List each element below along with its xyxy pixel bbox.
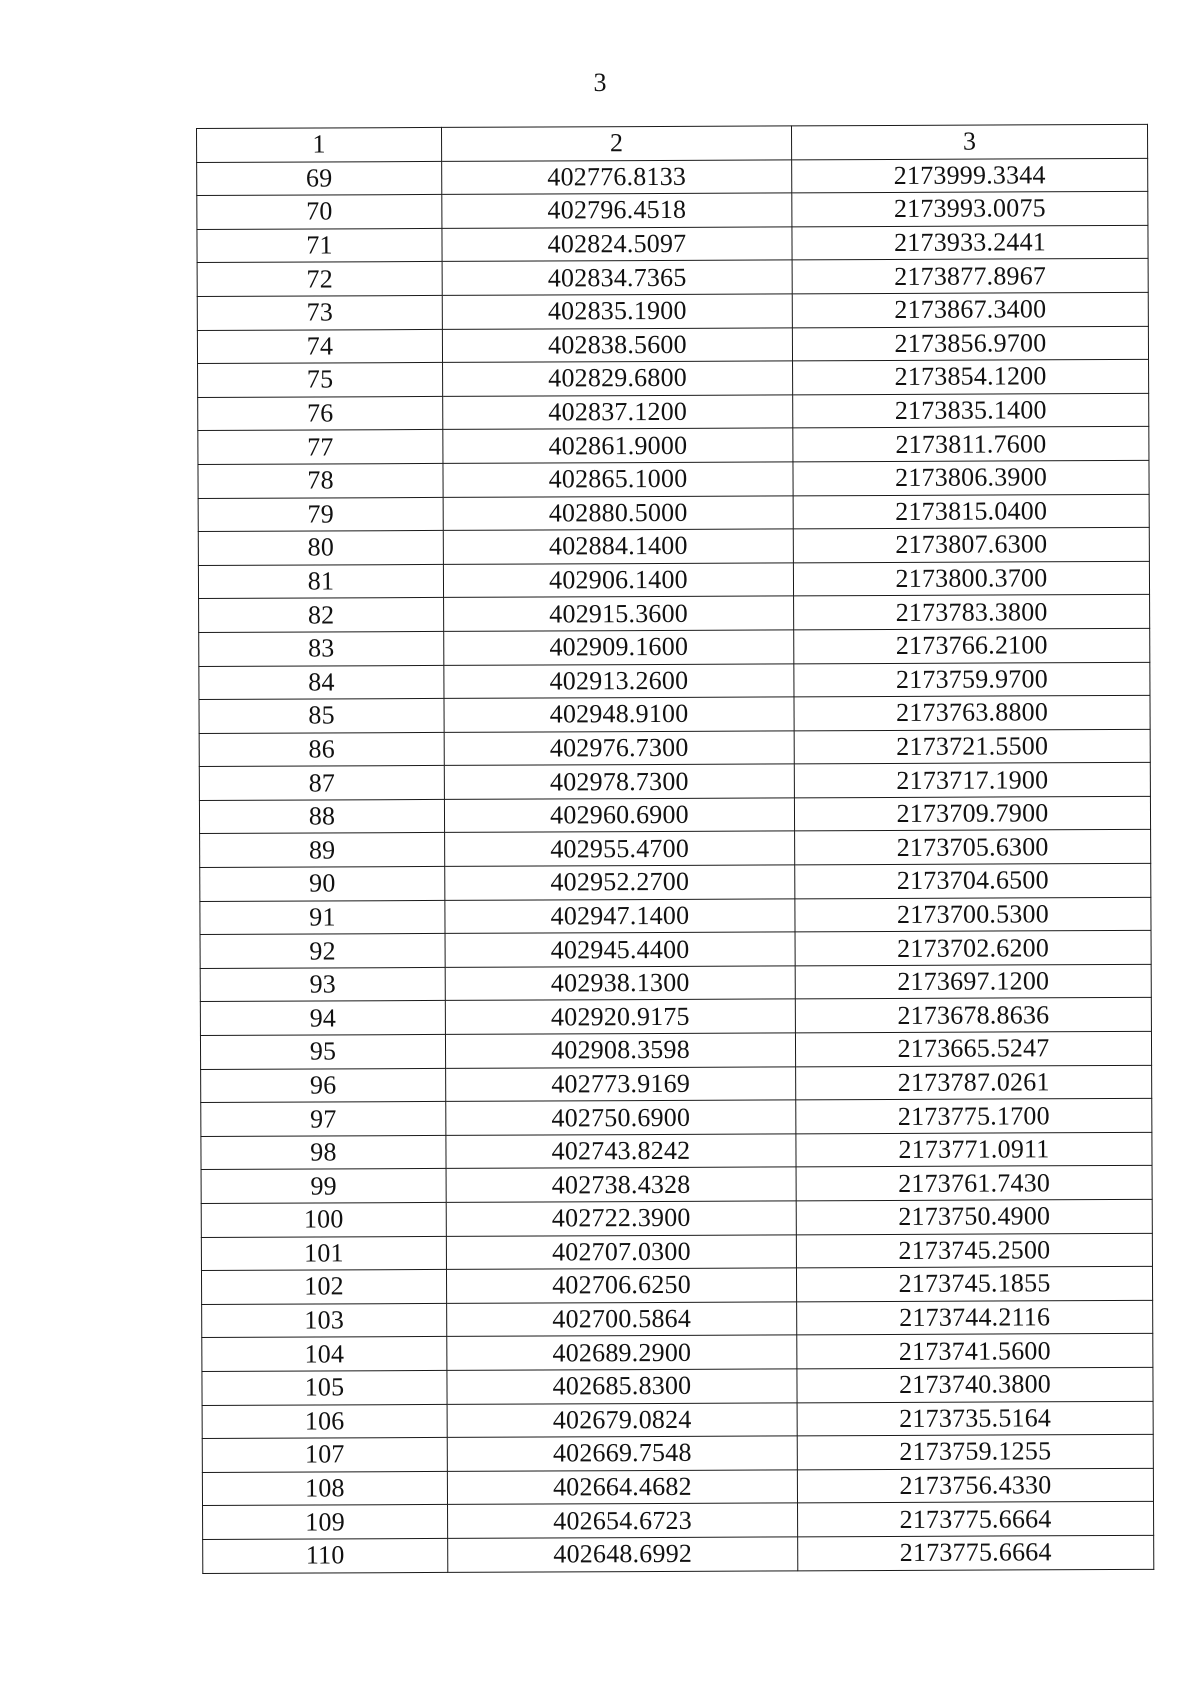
point-number-cell: 91	[200, 900, 445, 935]
coordinate-y-cell: 2173761.7430	[796, 1166, 1152, 1201]
coordinate-x-cell: 402700.5864	[447, 1302, 797, 1337]
table-row	[200, 863, 1151, 901]
point-number-cell: 100	[201, 1202, 446, 1237]
coordinate-x-cell: 402689.2900	[447, 1335, 797, 1370]
table-row	[202, 1334, 1153, 1372]
table-row	[199, 628, 1150, 666]
table-row	[201, 1199, 1152, 1237]
point-number-cell: 79	[198, 497, 443, 532]
page-number: 3	[593, 68, 607, 97]
coordinate-x-cell: 402706.6250	[446, 1268, 796, 1303]
coordinate-x-cell: 402945.4400	[445, 932, 795, 967]
coordinate-y-cell: 2173867.3400	[792, 292, 1148, 327]
header-row	[197, 124, 1148, 162]
coordinate-y-cell: 2173999.3344	[792, 158, 1148, 193]
point-number-cell: 88	[199, 799, 444, 834]
point-number-cell: 95	[200, 1034, 445, 1069]
table-row	[199, 695, 1150, 733]
table-row	[199, 763, 1150, 801]
table-row	[200, 897, 1151, 935]
coordinate-y-cell: 2173933.2441	[792, 225, 1148, 260]
coordinate-x-cell: 402773.9169	[446, 1067, 796, 1102]
coordinate-y-cell: 2173806.3900	[793, 460, 1149, 495]
coordinate-x-cell: 402884.1400	[443, 529, 793, 564]
table-row	[200, 964, 1151, 1002]
point-number-cell: 80	[198, 531, 443, 566]
table-row	[200, 931, 1151, 969]
table-row	[198, 460, 1149, 498]
table-row	[201, 1166, 1152, 1204]
table-row	[197, 326, 1148, 364]
column-header-2: 2	[441, 126, 791, 161]
coordinate-y-cell: 2173702.6200	[795, 931, 1151, 966]
coordinate-y-cell: 2173759.1255	[797, 1434, 1153, 1469]
coordinate-x-cell: 402976.7300	[444, 731, 794, 766]
table-row	[199, 796, 1150, 834]
point-number-cell: 109	[203, 1505, 448, 1540]
table-row	[202, 1468, 1153, 1506]
point-number-cell: 108	[202, 1471, 447, 1506]
coordinate-x-cell: 402738.4328	[446, 1167, 796, 1202]
table-row	[200, 830, 1151, 868]
coordinate-y-cell: 2173744.2116	[797, 1300, 1153, 1335]
coordinate-x-cell: 402837.1200	[443, 395, 793, 430]
point-number-cell: 92	[200, 934, 445, 969]
coordinate-y-cell: 2173766.2100	[794, 628, 1150, 663]
point-number-cell: 82	[199, 598, 444, 633]
point-number-cell: 69	[197, 161, 442, 196]
coordinate-y-cell: 2173750.4900	[796, 1199, 1152, 1234]
table-header	[197, 124, 1148, 162]
coordinate-y-cell: 2173815.0400	[793, 494, 1149, 529]
point-number-cell: 83	[199, 631, 444, 666]
point-number-cell: 77	[198, 430, 443, 465]
table-row	[197, 192, 1148, 230]
coordinate-x-cell: 402722.3900	[446, 1201, 796, 1236]
coordinate-y-cell: 2173800.3700	[793, 561, 1149, 596]
point-number-cell: 75	[198, 363, 443, 398]
point-number-cell: 107	[202, 1438, 447, 1473]
coordinate-x-cell: 402947.1400	[445, 899, 795, 934]
coordinate-x-cell: 402920.9175	[445, 999, 795, 1034]
column-header-1: 1	[197, 127, 442, 162]
point-number-cell: 96	[201, 1068, 446, 1103]
coordinate-y-cell: 2173745.2500	[796, 1233, 1152, 1268]
coordinate-x-cell: 402880.5000	[443, 495, 793, 530]
coordinate-y-cell: 2173835.1400	[793, 393, 1149, 428]
coordinate-x-cell: 402829.6800	[443, 361, 793, 396]
table-row	[201, 1132, 1152, 1170]
coordinate-x-cell: 402938.1300	[445, 966, 795, 1001]
coordinate-x-cell: 402654.6723	[448, 1503, 798, 1538]
point-number-cell: 90	[200, 866, 445, 901]
column-header-3: 3	[791, 124, 1147, 159]
coordinate-y-cell: 2173700.5300	[795, 897, 1151, 932]
point-number-cell: 81	[198, 564, 443, 599]
table-row	[198, 494, 1149, 532]
coordinate-x-cell: 402960.6900	[444, 798, 794, 833]
table-row	[201, 1065, 1152, 1103]
point-number-cell: 72	[197, 262, 442, 297]
point-number-cell: 93	[200, 967, 445, 1002]
coordinate-y-cell: 2173807.6300	[793, 527, 1149, 562]
table-row	[200, 998, 1151, 1036]
point-number-cell: 76	[198, 396, 443, 431]
coordinate-x-cell: 402669.7548	[447, 1436, 797, 1471]
coordinate-x-cell: 402743.8242	[446, 1134, 796, 1169]
coordinate-y-cell: 2173678.8636	[795, 998, 1151, 1033]
point-number-cell: 78	[198, 463, 443, 498]
coordinate-x-cell: 402906.1400	[443, 563, 793, 598]
point-number-cell: 84	[199, 665, 444, 700]
coordinate-y-cell: 2173783.3800	[794, 595, 1150, 630]
point-number-cell: 104	[202, 1337, 447, 1372]
coordinate-y-cell: 2173697.1200	[795, 964, 1151, 999]
point-number-cell: 110	[203, 1538, 448, 1573]
coordinate-y-cell: 2173811.7600	[793, 427, 1149, 462]
point-number-cell: 102	[201, 1270, 446, 1305]
coordinate-x-cell: 402838.5600	[442, 327, 792, 362]
coordinate-x-cell: 402648.6992	[448, 1537, 798, 1572]
coordinate-x-cell: 402824.5097	[442, 227, 792, 262]
coordinate-y-cell: 2173735.5164	[797, 1401, 1153, 1436]
table-row	[203, 1535, 1154, 1573]
coordinate-y-cell: 2173705.6300	[795, 830, 1151, 865]
table-row	[199, 662, 1150, 700]
table-row	[200, 1031, 1151, 1069]
point-number-cell: 71	[197, 228, 442, 263]
coordinate-y-cell: 2173704.6500	[795, 863, 1151, 898]
table-row	[197, 158, 1148, 196]
coordinate-y-cell: 2173665.5247	[795, 1031, 1151, 1066]
point-number-cell: 97	[201, 1102, 446, 1137]
coordinate-y-cell: 2173741.5600	[797, 1334, 1153, 1369]
coordinate-y-cell: 2173877.8967	[792, 259, 1148, 294]
coordinate-x-cell: 402978.7300	[444, 764, 794, 799]
coordinate-x-cell: 402796.4518	[442, 193, 792, 228]
point-number-cell: 98	[201, 1135, 446, 1170]
coordinate-y-cell: 2173771.0911	[796, 1132, 1152, 1167]
table-row	[197, 292, 1148, 330]
table-row	[199, 729, 1150, 767]
coordinate-x-cell: 402835.1900	[442, 294, 792, 329]
point-number-cell: 105	[202, 1370, 447, 1405]
coordinate-y-cell: 2173854.1200	[793, 360, 1149, 395]
point-number-cell: 94	[200, 1001, 445, 1036]
coordinate-x-cell: 402915.3600	[444, 596, 794, 631]
point-number-cell: 85	[199, 699, 444, 734]
table-row	[203, 1502, 1154, 1540]
table-row	[197, 225, 1148, 263]
table-row	[199, 595, 1150, 633]
table-row	[198, 393, 1149, 431]
coordinate-x-cell: 402861.9000	[443, 428, 793, 463]
coordinate-y-cell: 2173740.3800	[797, 1367, 1153, 1402]
coordinate-y-cell: 2173745.1855	[796, 1267, 1152, 1302]
coordinate-x-cell: 402865.1000	[443, 462, 793, 497]
coordinate-x-cell: 402948.9100	[444, 697, 794, 732]
point-number-cell: 101	[201, 1236, 446, 1271]
table-row	[197, 259, 1148, 297]
point-number-cell: 89	[200, 833, 445, 868]
coordinate-x-cell: 402834.7365	[442, 260, 792, 295]
coordinate-x-cell: 402707.0300	[446, 1234, 796, 1269]
coordinate-y-cell: 2173721.5500	[794, 729, 1150, 764]
point-number-cell: 99	[201, 1169, 446, 1204]
point-number-cell: 106	[202, 1404, 447, 1439]
coordinate-y-cell: 2173787.0261	[796, 1065, 1152, 1100]
coordinate-x-cell: 402750.6900	[446, 1100, 796, 1135]
coordinate-y-cell: 2173759.9700	[794, 662, 1150, 697]
coordinate-y-cell: 2173775.6664	[798, 1502, 1154, 1537]
table-row	[201, 1267, 1152, 1305]
coordinate-y-cell: 2173775.1700	[796, 1099, 1152, 1134]
point-number-cell: 86	[199, 732, 444, 767]
table-row	[201, 1233, 1152, 1271]
coordinate-y-cell: 2173856.9700	[792, 326, 1148, 361]
coordinate-y-cell: 2173756.4330	[797, 1468, 1153, 1503]
table-row	[201, 1099, 1152, 1137]
table-row	[202, 1401, 1153, 1439]
coordinate-y-cell: 2173775.6664	[798, 1535, 1154, 1570]
coordinate-x-cell: 402909.1600	[444, 630, 794, 665]
coordinate-x-cell: 402913.2600	[444, 663, 794, 698]
coordinate-y-cell: 2173993.0075	[792, 192, 1148, 227]
coordinate-x-cell: 402679.0824	[447, 1402, 797, 1437]
point-number-cell: 103	[202, 1303, 447, 1338]
coordinate-x-cell: 402908.3598	[445, 1033, 795, 1068]
coordinate-y-cell: 2173717.1900	[794, 763, 1150, 798]
point-number-cell: 74	[197, 329, 442, 364]
table-body	[197, 158, 1154, 1573]
point-number-cell: 73	[197, 295, 442, 330]
table-row	[198, 427, 1149, 465]
coordinate-x-cell: 402685.8300	[447, 1369, 797, 1404]
point-number-cell: 70	[197, 195, 442, 230]
table-row	[202, 1367, 1153, 1405]
coordinate-x-cell: 402952.2700	[445, 865, 795, 900]
coordinate-y-cell: 2173763.8800	[794, 695, 1150, 730]
table-row	[202, 1300, 1153, 1338]
coordinate-x-cell: 402664.4682	[447, 1470, 797, 1505]
point-number-cell: 87	[199, 766, 444, 801]
coordinate-x-cell: 402776.8133	[442, 159, 792, 194]
table-row	[202, 1434, 1153, 1472]
coordinate-y-cell: 2173709.7900	[794, 796, 1150, 831]
table-row	[198, 527, 1149, 565]
coordinates-table	[196, 124, 1154, 1574]
table-row	[198, 561, 1149, 599]
table-row	[198, 360, 1149, 398]
coordinate-x-cell: 402955.4700	[445, 831, 795, 866]
